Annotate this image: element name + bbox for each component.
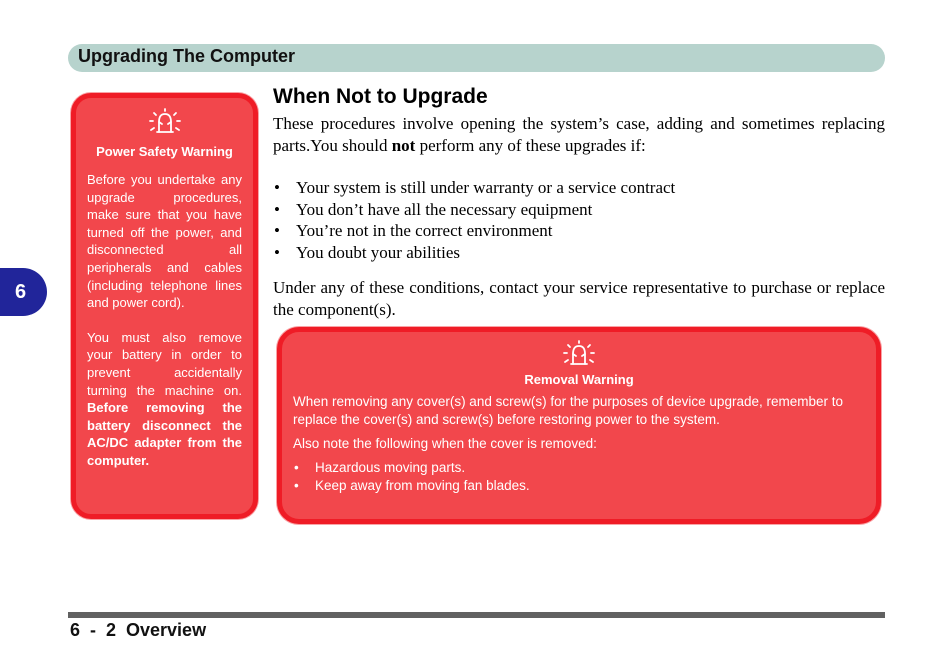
list-item: • You doubt your abilities (273, 242, 885, 264)
chapter-title: Upgrading The Computer (78, 46, 295, 66)
list-item: • You don’t have all the necessary equipment (273, 199, 885, 221)
power-safety-paragraph-2-normal: You must also remove your battery in order to prevent accidentally turning the machine on. (87, 329, 242, 398)
intro-text-before: These procedures involve opening the system’s case, adding and sometimes replacing parts.You should (273, 114, 885, 155)
intro-text-bold: not (391, 135, 416, 155)
section-title: When Not to Upgrade (273, 85, 488, 108)
intro-paragraph (273, 113, 885, 156)
page-number-label: 6 - 2 Overview (70, 620, 207, 640)
footer-divider (68, 612, 885, 618)
removal-hazard-list (293, 459, 864, 495)
outro-paragraph: Under any of these conditions, contact your service representative to purchase or replace the component(s). (273, 278, 885, 319)
removal-warning-title: Removal Warning (524, 372, 634, 387)
power-safety-warning-box (71, 93, 258, 519)
power-safety-warning-title: Power Safety Warning (96, 144, 233, 159)
list-item: • Keep away from moving fan blades. (293, 477, 864, 495)
power-safety-paragraph-1: Before you undertake any upgrade procedures, make sure that you have turned off the power, and disconnected all peripherals and cables (including telephone lines and power cord). (87, 172, 242, 311)
removal-paragraph-1: When removing any cover(s) and screw(s) for the purposes of device upgrade, remember to replace the cover(s) and screw(s) before restoring power to the system. (293, 394, 843, 427)
list-item: • You’re not in the correct environment (273, 220, 885, 242)
list-item: • Hazardous moving parts. (293, 459, 864, 477)
conditions-list (273, 177, 885, 263)
power-safety-paragraph-2-bold: Before removing the battery disconnect the AC/DC adapter from the computer. (87, 400, 242, 468)
intro-text-after: perform any of these upgrades if: (419, 135, 646, 155)
chapter-header-bar (68, 44, 885, 72)
power-safety-paragraph-2 (87, 329, 242, 470)
removal-warning-text (293, 393, 864, 495)
removal-paragraph-2: Also note the following when the cover is removed: (293, 436, 597, 451)
chapter-tab: 6 (0, 268, 47, 316)
removal-warning-box (277, 327, 881, 524)
warning-hand-icon (562, 340, 596, 368)
power-safety-warning-text (87, 171, 242, 470)
warning-hand-icon (148, 108, 182, 136)
list-item: • Your system is still under warranty or a service contract (273, 177, 885, 199)
